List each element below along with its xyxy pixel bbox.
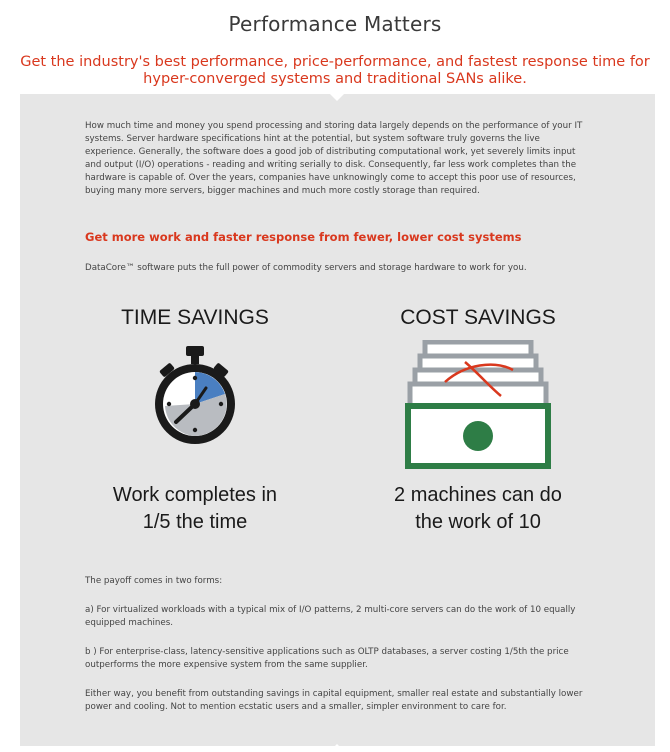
cost-caption-line1: 2 machines can do: [394, 484, 562, 506]
payoff-item-a: a) For virtualized workloads with a typical mix of I/O patterns, 2 multi-core servers can do the work of 10 equally equipped machines.: [85, 605, 576, 628]
time-savings-caption: [75, 482, 315, 536]
time-savings-heading: TIME SAVINGS: [121, 306, 269, 329]
payoff-lead: The payoff comes in two forms:: [85, 576, 223, 586]
panel-bottom-notch: [330, 744, 344, 751]
panel-top-notch: [330, 94, 344, 101]
payoff-closing: Either way, you benefit from outstanding savings in capital equipment, smaller real estate and substantially lower power and cooling. Not to mention ecstatic users and a smaller, simpler environment to care for.: [85, 689, 583, 712]
page-title: Performance Matters: [228, 12, 442, 36]
time-caption-line2: 1/5 the time: [142, 511, 248, 533]
intro-paragraph: How much time and money you spend processing and storing data largely depends on the performance of your IT systems. Server hardware specifications hint at the potential, but system software truly governs the live experience. Generally, the software does a good job of distributing computational work, yet severely limits input and output (I/O) operations - reading and writing serially to disk. Consequently, far less work completes than the hardware is capable of. Over the years, companies have unknowingly come to accept this poor use of resources, buying many more servers, bigger machines and much more costly storage than required.: [85, 121, 583, 196]
datacore-line: DataCore™ software puts the full power of commodity servers and storage hardware to work for you.: [85, 263, 527, 273]
cost-savings-heading: COST SAVINGS: [400, 306, 556, 329]
highlight-heading: Get more work and faster response from fewer, lower cost systems: [85, 230, 522, 244]
cost-caption-line2: the work of 10: [415, 511, 541, 533]
cost-savings-caption: [348, 482, 608, 536]
payoff-item-b: b ) For enterprise-class, latency-sensitive applications such as OLTP databases, a server costing 1/5th the price outperforms the more expensive system from the same supplier.: [85, 647, 569, 670]
page-subtitle: Get the industry's best performance, price-performance, and fastest response time for hyper-converged systems and traditional SANs alike.: [20, 54, 650, 87]
money-stack-icon: [405, 340, 551, 470]
stopwatch-icon: [148, 344, 240, 448]
time-caption-line1: Work completes in: [112, 484, 278, 506]
